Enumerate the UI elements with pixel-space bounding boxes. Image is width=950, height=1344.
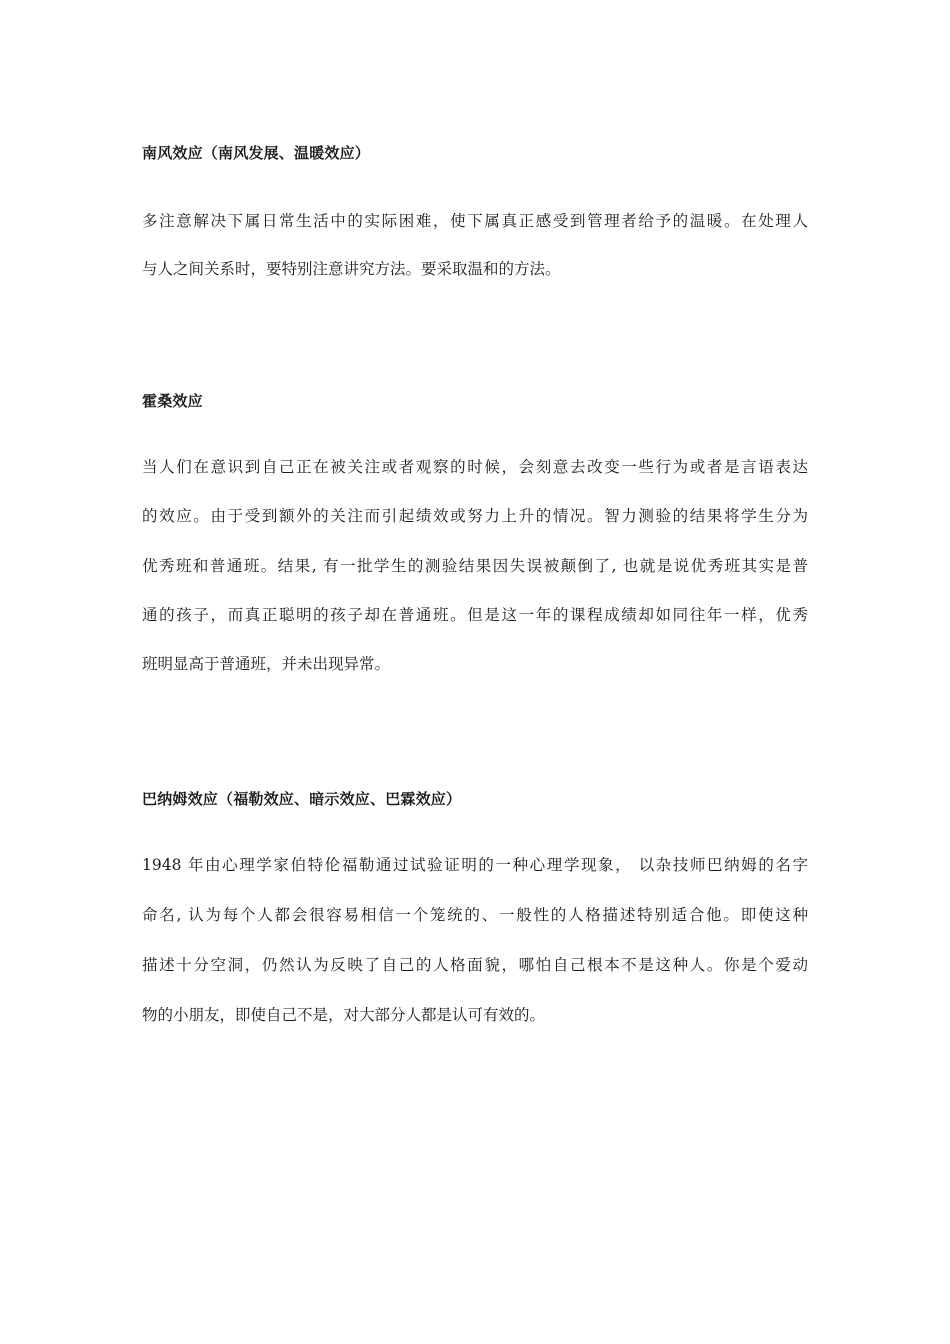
paragraph-line: 班明显高于普通班，并未出现异常。 [142,655,391,673]
section-hawthorne-effect [142,391,808,681]
paragraph-line: 当人们在意识到自己正在被关注或者观察的时候，会刻意去改变一些行为或者是言语表达 [142,458,808,476]
section-heading: 南风效应（南风发展、温暖效应） [142,144,371,162]
paragraph-line: 描述十分空洞，仍然认为反映了自己的人格面貌，哪怕自己根本不是这种人。你是个爱动 [142,956,808,974]
paragraph-line: 通的孩子，而真正聪明的孩子却在普通班。但是这一年的课程成绩却如同往年一样，优秀 [142,606,808,624]
paragraph-line: 多注意解决下属日常生活中的实际困难，使下属真正感受到管理者给予的温暖。在处理人 [142,212,808,230]
paragraph-line: 物的小朋友，即使自己不是，对大部分人都是认可有效的。 [142,1006,546,1024]
paragraph-line: 与人之间关系时，要特别注意讲究方法。要采取温和的方法。 [142,260,561,278]
paragraph-line: 优秀班和普通班。结果, 有一批学生的测验结果因失误被颠倒了, 也就是说优秀班其实是普 [142,557,808,575]
section-south-wind-effect [142,143,808,283]
section-barnum-effect [142,789,808,1029]
paragraph-line: 命名, 认为每个人都会很容易相信一个笼统的、一般性的人格描述特别适合他。即使这种 [142,906,808,924]
paragraph-line: 1948 年由心理学家伯特伦福勒通过试验证明的一种心理学现象， 以杂技师巴纳姆的名字 [142,856,808,874]
section-heading: 巴纳姆效应（福勒效应、暗示效应、巴霖效应） [142,790,462,808]
section-heading: 霍桑效应 [142,392,203,410]
paragraph-line: 的效应。由于受到额外的关注而引起绩效或努力上升的情况。智力测验的结果将学生分为 [142,507,808,525]
